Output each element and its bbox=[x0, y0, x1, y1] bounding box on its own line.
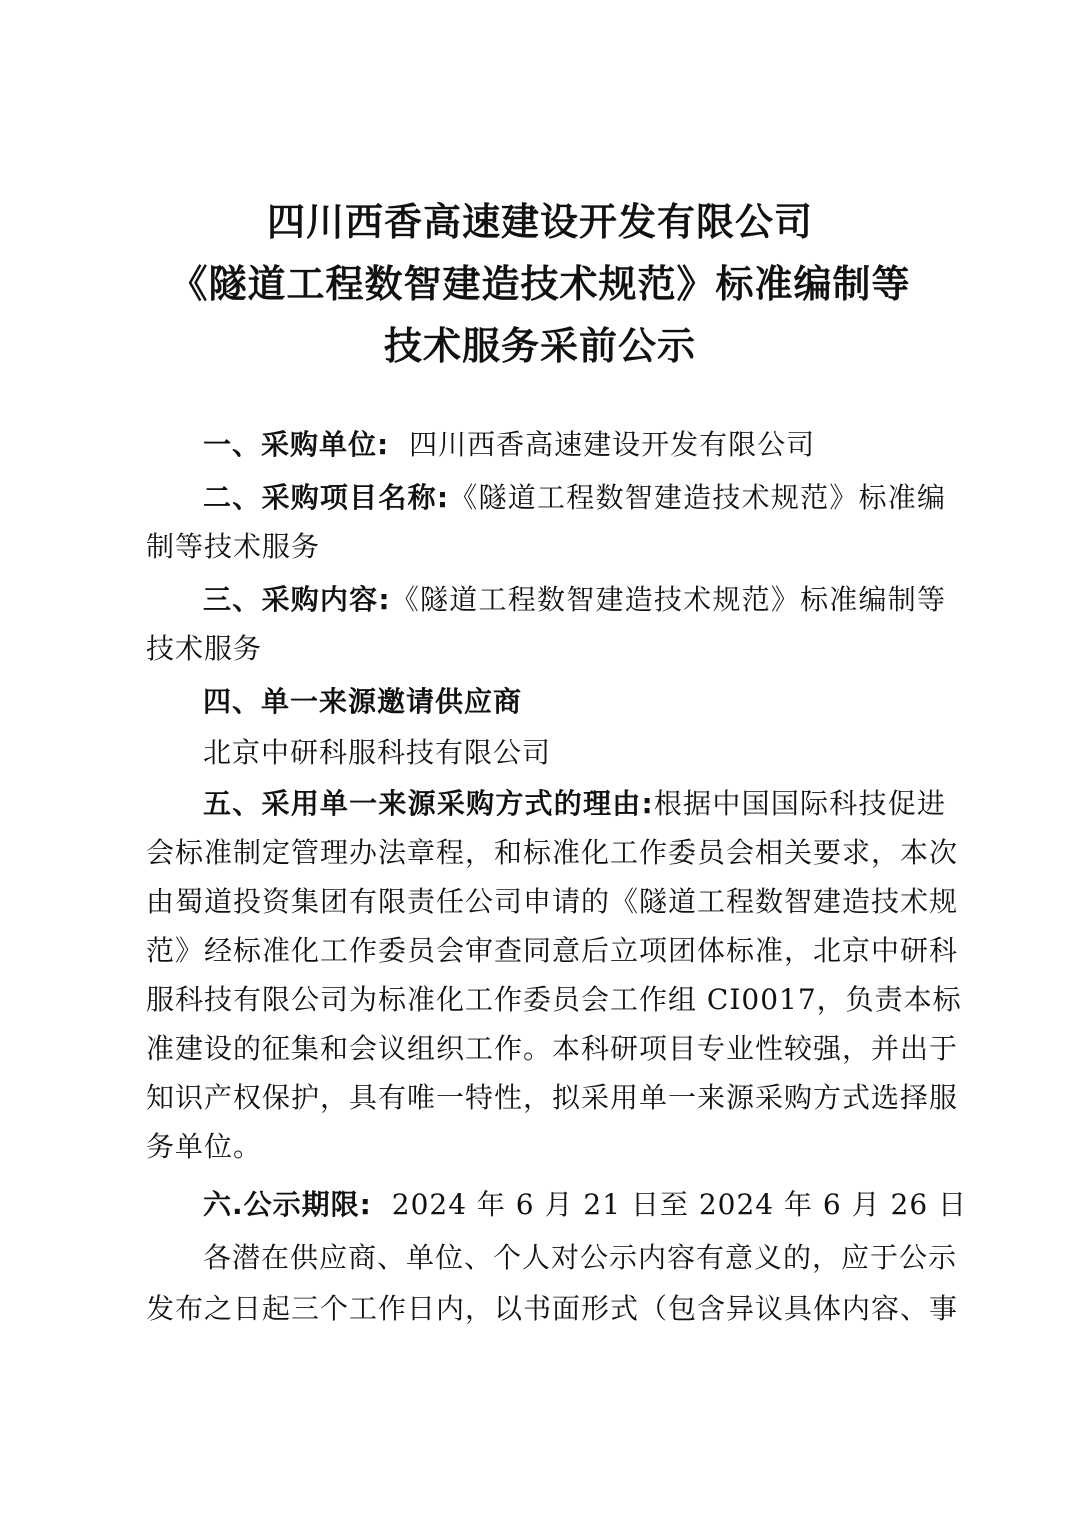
supplier-name: 北京中研科服科技有限公司 bbox=[203, 736, 552, 769]
section-invited-supplier-label: 四、单一来源邀请供应商 bbox=[203, 685, 523, 718]
notice-period-dates: 2024 年 6 月 21 日至 2024 年 6 月 26 日 bbox=[391, 1188, 968, 1221]
section-text: 《隧道工程数智建造技术规范》标准编 bbox=[449, 481, 946, 514]
section-label: 二、采购项目名称: bbox=[203, 481, 450, 514]
section-label: 六.公示期限: bbox=[203, 1188, 372, 1221]
reason-line: 知识产权保护，具有唯一特性，拟采用单一来源采购方式选择服 bbox=[146, 1081, 959, 1114]
section-label: 五、采用单一来源采购方式的理由: bbox=[203, 787, 654, 820]
section-text-continued: 技术服务 bbox=[146, 632, 263, 665]
section-label: 三、采购内容: bbox=[203, 583, 391, 616]
section-text: 《隧道工程数智建造技术规范》标准编制等 bbox=[390, 583, 946, 616]
reason-line: 准建设的征集和会议组织工作。本科研项目专业性较强，并出于 bbox=[146, 1032, 959, 1065]
section-project-name bbox=[203, 478, 946, 518]
objection-paragraph-line: 各潜在供应商、单位、个人对公示内容有意义的，应于公示 bbox=[203, 1241, 958, 1274]
reason-line: 范》经标准化工作委员会审查同意后立项团体标准，北京中研科 bbox=[146, 934, 959, 967]
section-text: 四川西香高速建设开发有限公司 bbox=[409, 428, 816, 461]
section-text: 根据中国国际科技促进 bbox=[653, 787, 946, 820]
reason-line: 服科技有限公司为标准化工作委员会工作组 CI0017，负责本标 bbox=[146, 983, 962, 1016]
doc-title-line-1: 四川西香高速建设开发有限公司 bbox=[266, 200, 813, 244]
objection-paragraph-line: 发布之日起三个工作日内，以书面形式（包含异议具体内容、事 bbox=[146, 1292, 959, 1325]
reason-line: 会标准制定管理办法章程，和标准化工作委员会相关要求，本次 bbox=[146, 836, 959, 869]
section-text-continued: 制等技术服务 bbox=[146, 530, 321, 563]
section-label: 一、采购单位: bbox=[203, 428, 390, 461]
reason-line: 务单位。 bbox=[146, 1130, 263, 1163]
doc-title-line-3: 技术服务采前公示 bbox=[383, 324, 696, 368]
section-single-source-reason bbox=[203, 784, 946, 824]
section-purchasing-unit bbox=[203, 425, 946, 465]
section-notice-period bbox=[203, 1185, 968, 1225]
reason-line: 由蜀道投资集团有限责任公司申请的《隧道工程数智建造技术规 bbox=[146, 885, 959, 918]
section-purchase-content bbox=[203, 580, 946, 620]
doc-title-line-2: 《隧道工程数智建造技术规范》标准编制等 bbox=[169, 262, 911, 306]
